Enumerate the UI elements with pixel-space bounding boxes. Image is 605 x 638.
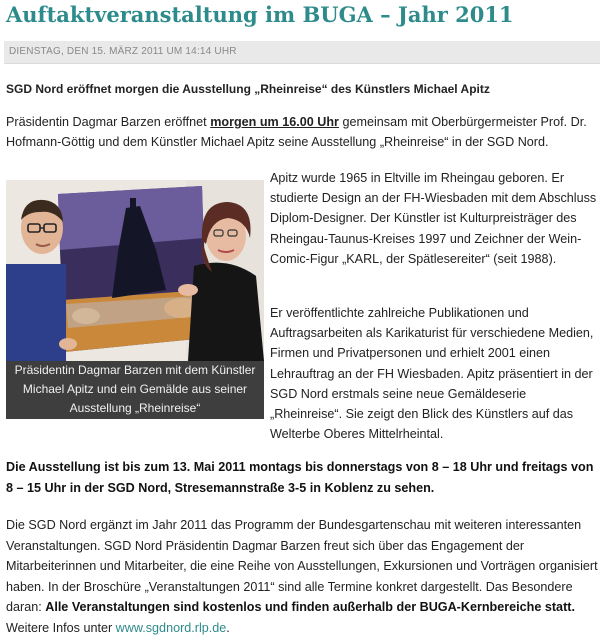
publish-date: DIENSTAG, DEN 15. MÄRZ 2011 UM 14:14 UHR bbox=[9, 46, 237, 57]
dateline-bar bbox=[4, 41, 600, 64]
intro-time-highlight: morgen um 16.00 Uhr bbox=[210, 115, 339, 129]
intro-part-2: gemeinsam mit Oberbürgermeister Prof. Dr. Hofmann-Göttig und dem Künstler Michael Apitz seine Ausstellung „Rheinreise“ in der SGD Nord. bbox=[6, 115, 587, 149]
closing-part-2: Weitere Infos unter bbox=[6, 620, 116, 635]
article-photo bbox=[6, 180, 264, 361]
photo-caption: Präsidentin Dagmar Barzen mit dem Künstler Michael Apitz und ein Gemälde aus seiner Ausstellung „Rheinreise“ bbox=[6, 361, 264, 419]
website-link[interactable]: www.sgdnord.rlp.de bbox=[115, 620, 227, 635]
exhibition-info: Die Ausstellung ist bis zum 13. Mai 2011 montags bis donnerstags von 8 – 18 Uhr und freitags von 8 – 15 Uhr in der SGD Nord, Stresemannstraße 3-5 in Koblenz zu sehen. bbox=[6, 460, 594, 495]
works-paragraph: Er veröffentlichte zahlreiche Publikationen und Auftragsarbeiten als Karikaturist für verschiedene Medien, Firmen und Privatpersonen und erhielt 2001 einen Lehrauftrag an der FH Wiesbaden. Apitz präsentiert in der SGD Nord erstmals seine neue Gemäldeserie „Rheinreise“. Sie zeigt den Blick des Künstlers auf das Welterbe Oberes Mittelrheintal. bbox=[270, 306, 594, 442]
painting-image bbox=[58, 186, 206, 352]
intro-part-1: Präsidentin Dagmar Barzen eröffnet bbox=[6, 115, 211, 129]
closing-bold: Alle Veranstaltungen sind kostenlos und finden außerhalb der BUGA-Kernbereiche statt. bbox=[45, 600, 575, 614]
photo-illustration bbox=[6, 180, 264, 361]
closing-part-1: Die SGD Nord ergänzt im Jahr 2011 das Programm der Bundesgartenschau mit weiteren interessanten Veranstaltungen. SGD Nord Präsidentin Dagmar Barzen freut sich über das Engagement der Mitarbeiterinnen und Mitarbeiter, die eine Reihe von Ausstellungen, Exkursionen und Vorträgen organisiert haben. In der Broschüre „Veranstaltungen 2011“ sind alle Termine konkret dargestellt. Das Besondere daran: bbox=[6, 518, 598, 614]
intro-paragraph bbox=[6, 112, 600, 152]
lead-text: SGD Nord eröffnet morgen die Ausstellung „Rheinreise“ des Künstlers Michael Apitz bbox=[6, 82, 490, 96]
bio-paragraph: Apitz wurde 1965 in Eltville im Rheingau geboren. Er studierte Design an der FH-Wiesbaden mit dem Abschluss Diplom-Designer. Der Künstler ist Kulturpreisträger des Rheingau-Taunus-Kreises 1997 und Zeichner der Wein-Comic-Figur „KARL, der Spätlesereiter“ (seit 1988). bbox=[270, 171, 597, 266]
closing-part-3: . bbox=[226, 620, 230, 635]
article-title[interactable]: Auftaktveranstaltung im BUGA – Jahr 2011 bbox=[6, 2, 514, 27]
closing-paragraph bbox=[6, 515, 604, 638]
